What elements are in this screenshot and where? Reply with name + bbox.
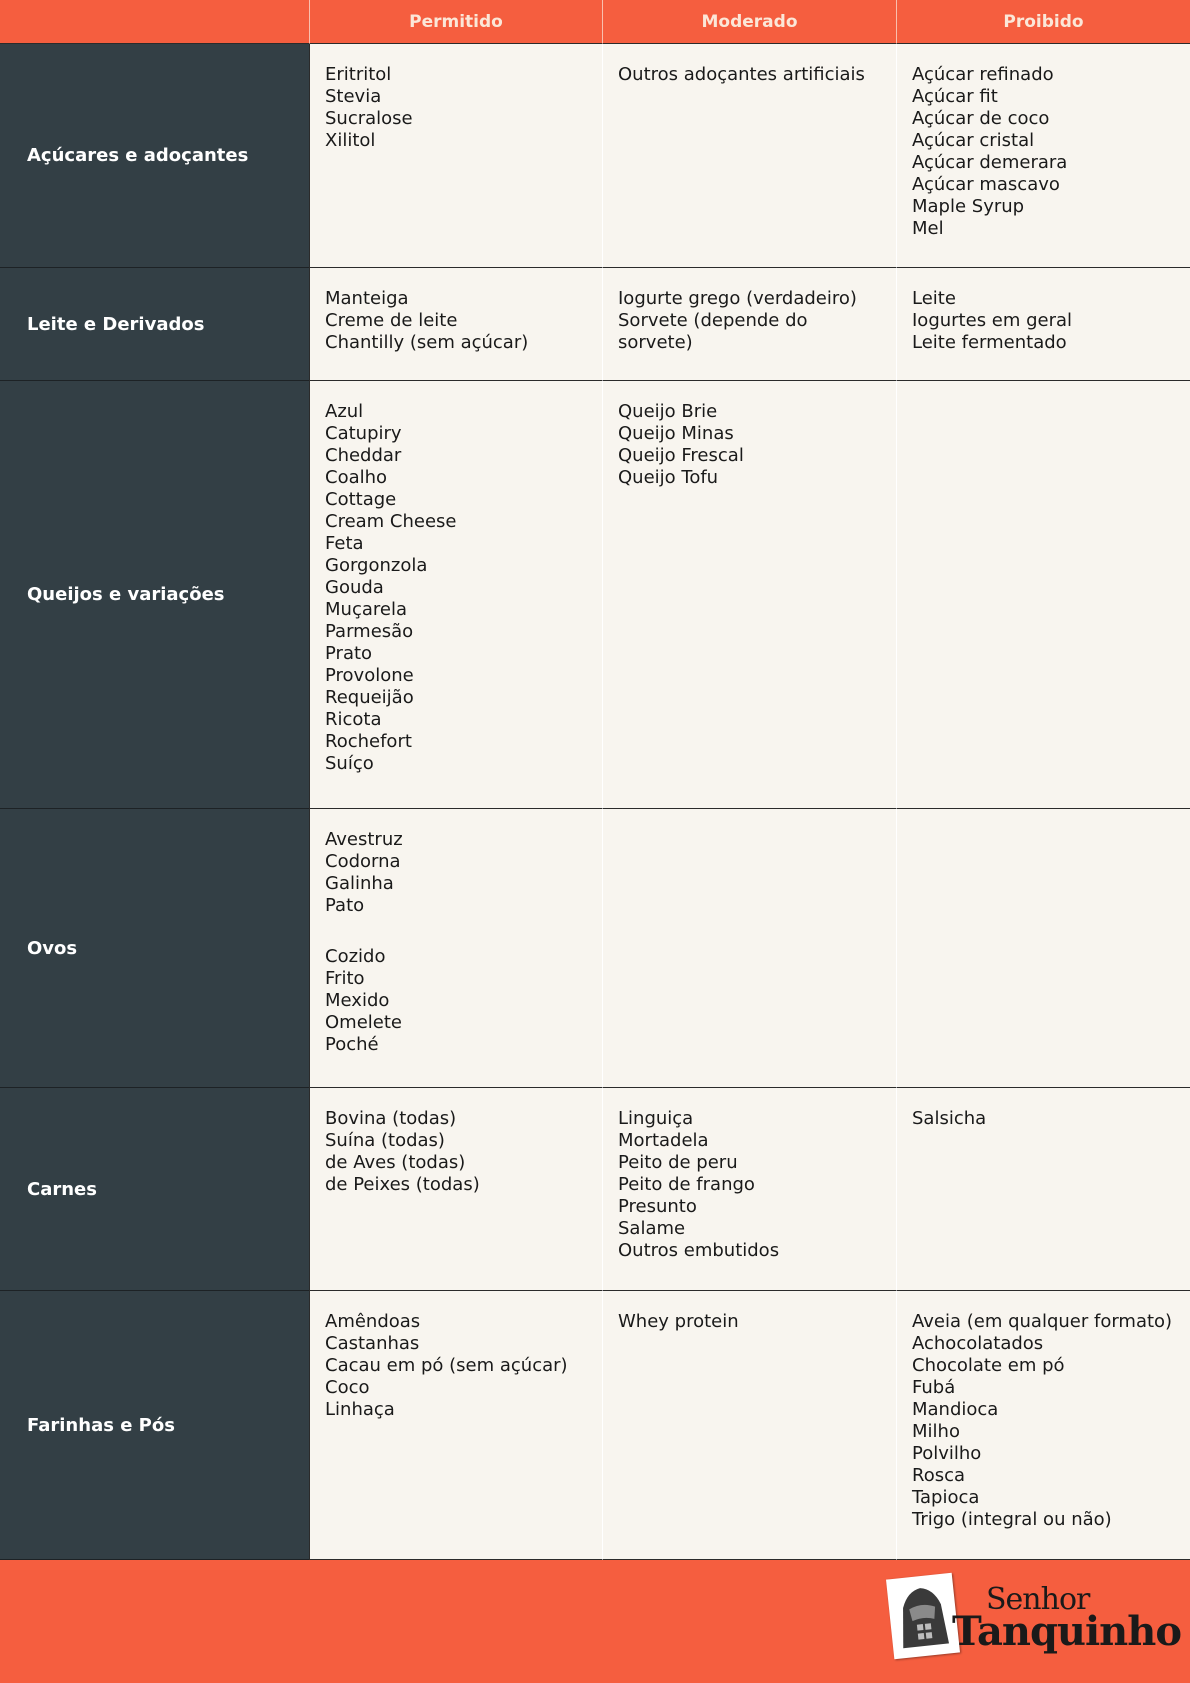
cell-moderado [602, 268, 896, 381]
list-item: Mandioca [912, 1399, 999, 1420]
item-list [912, 1108, 1180, 1130]
list-item: de Aves (todas) [325, 1152, 466, 1173]
item-list [325, 401, 592, 775]
category-label: Ovos [0, 809, 309, 1088]
list-item: Linguiça [618, 1108, 694, 1129]
logo-text-tanquinho: Tanquinho [952, 1608, 1182, 1655]
item-list [325, 829, 592, 917]
list-item: Açúcar mascavo [912, 174, 1060, 195]
list-item: Eritritol [325, 64, 392, 85]
list-item: Rosca [912, 1465, 966, 1486]
item-list [618, 1108, 886, 1262]
item-list [325, 64, 592, 152]
list-item: Coalho [325, 467, 388, 488]
list-item: Mel [912, 218, 944, 239]
cell-proibido [896, 268, 1190, 381]
list-item: Leite [912, 288, 956, 309]
list-item: Prato [325, 643, 373, 664]
list-item: Outros adoçantes artificiais [618, 64, 865, 85]
cell-moderado [602, 1088, 896, 1291]
list-item: Açúcar cristal [912, 130, 1035, 151]
item-list [325, 288, 592, 354]
category-label: Farinhas e Pós [0, 1291, 309, 1560]
list-item: Avestruz [325, 829, 403, 850]
list-item: Presunto [618, 1196, 697, 1217]
list-item: Ricota [325, 709, 382, 730]
cell-permitido [309, 44, 602, 268]
list-item: Mortadela [618, 1130, 709, 1151]
list-item: Milho [912, 1421, 960, 1442]
list-item: Gorgonzola [325, 555, 428, 576]
list-item: Provolone [325, 665, 414, 686]
item-list [325, 946, 592, 1056]
list-item: Stevia [325, 86, 382, 107]
cell-moderado [602, 1291, 896, 1560]
list-item: Xilitol [325, 130, 376, 151]
item-list [618, 288, 886, 354]
list-item: Sorvete (depende do [618, 310, 808, 331]
list-item: Açúcar fit [912, 86, 998, 107]
list-item: Aveia (em qualquer formato) [912, 1311, 1173, 1332]
list-item: Amêndoas [325, 1311, 421, 1332]
list-item: Cheddar [325, 445, 402, 466]
list-item: Manteiga [325, 288, 409, 309]
list-item: sorvete) [618, 332, 693, 353]
list-item: Pato [325, 895, 365, 916]
category-label: Leite e Derivados [0, 268, 309, 381]
list-item: Castanhas [325, 1333, 420, 1354]
list-item: Peito de peru [618, 1152, 738, 1173]
cell-permitido [309, 268, 602, 381]
list-item: Cottage [325, 489, 397, 510]
list-item: de Peixes (todas) [325, 1174, 480, 1195]
category-label: Carnes [0, 1088, 309, 1291]
cell-permitido [309, 809, 602, 1088]
list-item: Bovina (todas) [325, 1108, 457, 1129]
cell-moderado [602, 809, 896, 1088]
cell-permitido [309, 1088, 602, 1291]
list-item: Muçarela [325, 599, 407, 620]
list-item: Peito de frango [618, 1174, 755, 1195]
cell-permitido [309, 381, 602, 809]
list-item: Cacau em pó (sem açúcar) [325, 1355, 568, 1376]
item-list [618, 401, 886, 489]
list-item: Iogurte grego (verdadeiro) [618, 288, 857, 309]
category-label: Açúcares e adoçantes [0, 44, 309, 268]
logo-text-senhor: Senhor [986, 1582, 1090, 1617]
list-item: Iogurtes em geral [912, 310, 1073, 331]
list-item: Chantilly (sem açúcar) [325, 332, 529, 353]
list-item: Polvilho [912, 1443, 982, 1464]
item-list [912, 288, 1180, 354]
senhor-tanquinho-logo [890, 1572, 1180, 1672]
footer [0, 1560, 1190, 1683]
list-item: Salame [618, 1218, 686, 1239]
cell-moderado [602, 381, 896, 809]
list-item: Açúcar demerara [912, 152, 1068, 173]
list-item: Linhaça [325, 1399, 395, 1420]
list-item: Sucralose [325, 108, 413, 129]
header-empty-cell [0, 0, 309, 44]
list-item: Queijo Minas [618, 423, 734, 444]
list-item: Parmesão [325, 621, 414, 642]
list-item: Poché [325, 1034, 379, 1055]
column-header: Permitido [309, 0, 602, 44]
list-item: Queijo Tofu [618, 467, 719, 488]
list-item: Catupiry [325, 423, 402, 444]
list-item: Cozido [325, 946, 386, 967]
list-item: Mexido [325, 990, 390, 1011]
list-item: Outros embutidos [618, 1240, 780, 1261]
list-item: Tapioca [912, 1487, 980, 1508]
list-item: Fubá [912, 1377, 956, 1398]
category-label: Queijos e variações [0, 381, 309, 809]
item-list [325, 1108, 592, 1196]
list-item: Coco [325, 1377, 370, 1398]
item-list [912, 64, 1180, 240]
list-item: Suína (todas) [325, 1130, 445, 1151]
cell-proibido [896, 1088, 1190, 1291]
list-item: Galinha [325, 873, 394, 894]
list-item: Requeijão [325, 687, 414, 708]
list-item: Salsicha [912, 1108, 987, 1129]
column-header: Moderado [602, 0, 896, 44]
list-item: Omelete [325, 1012, 402, 1033]
list-item: Cream Cheese [325, 511, 457, 532]
list-item: Leite fermentado [912, 332, 1067, 353]
list-item: Whey protein [618, 1311, 739, 1332]
cell-proibido [896, 809, 1190, 1088]
list-item: Rochefort [325, 731, 412, 752]
list-item: Creme de leite [325, 310, 458, 331]
cell-permitido [309, 1291, 602, 1560]
list-item: Trigo (integral ou não) [912, 1509, 1112, 1530]
list-item: Açúcar refinado [912, 64, 1054, 85]
item-list [618, 64, 886, 86]
list-item: Chocolate em pó [912, 1355, 1065, 1376]
list-item: Maple Syrup [912, 196, 1025, 217]
list-item: Gouda [325, 577, 384, 598]
list-item: Açúcar de coco [912, 108, 1050, 129]
cell-moderado [602, 44, 896, 268]
item-list [912, 1311, 1180, 1531]
list-item: Suíço [325, 753, 374, 774]
list-item: Frito [325, 968, 365, 989]
cell-proibido [896, 44, 1190, 268]
cell-proibido [896, 1291, 1190, 1560]
list-item: Azul [325, 401, 364, 422]
item-list [618, 1311, 886, 1333]
item-list [325, 1311, 592, 1421]
list-item: Codorna [325, 851, 401, 872]
muscle-torso-icon [886, 1573, 960, 1659]
column-header: Proibido [896, 0, 1190, 44]
list-item: Achocolatados [912, 1333, 1044, 1354]
cell-proibido [896, 381, 1190, 809]
list-item: Feta [325, 533, 364, 554]
list-item: Queijo Brie [618, 401, 718, 422]
list-item: Queijo Frescal [618, 445, 744, 466]
